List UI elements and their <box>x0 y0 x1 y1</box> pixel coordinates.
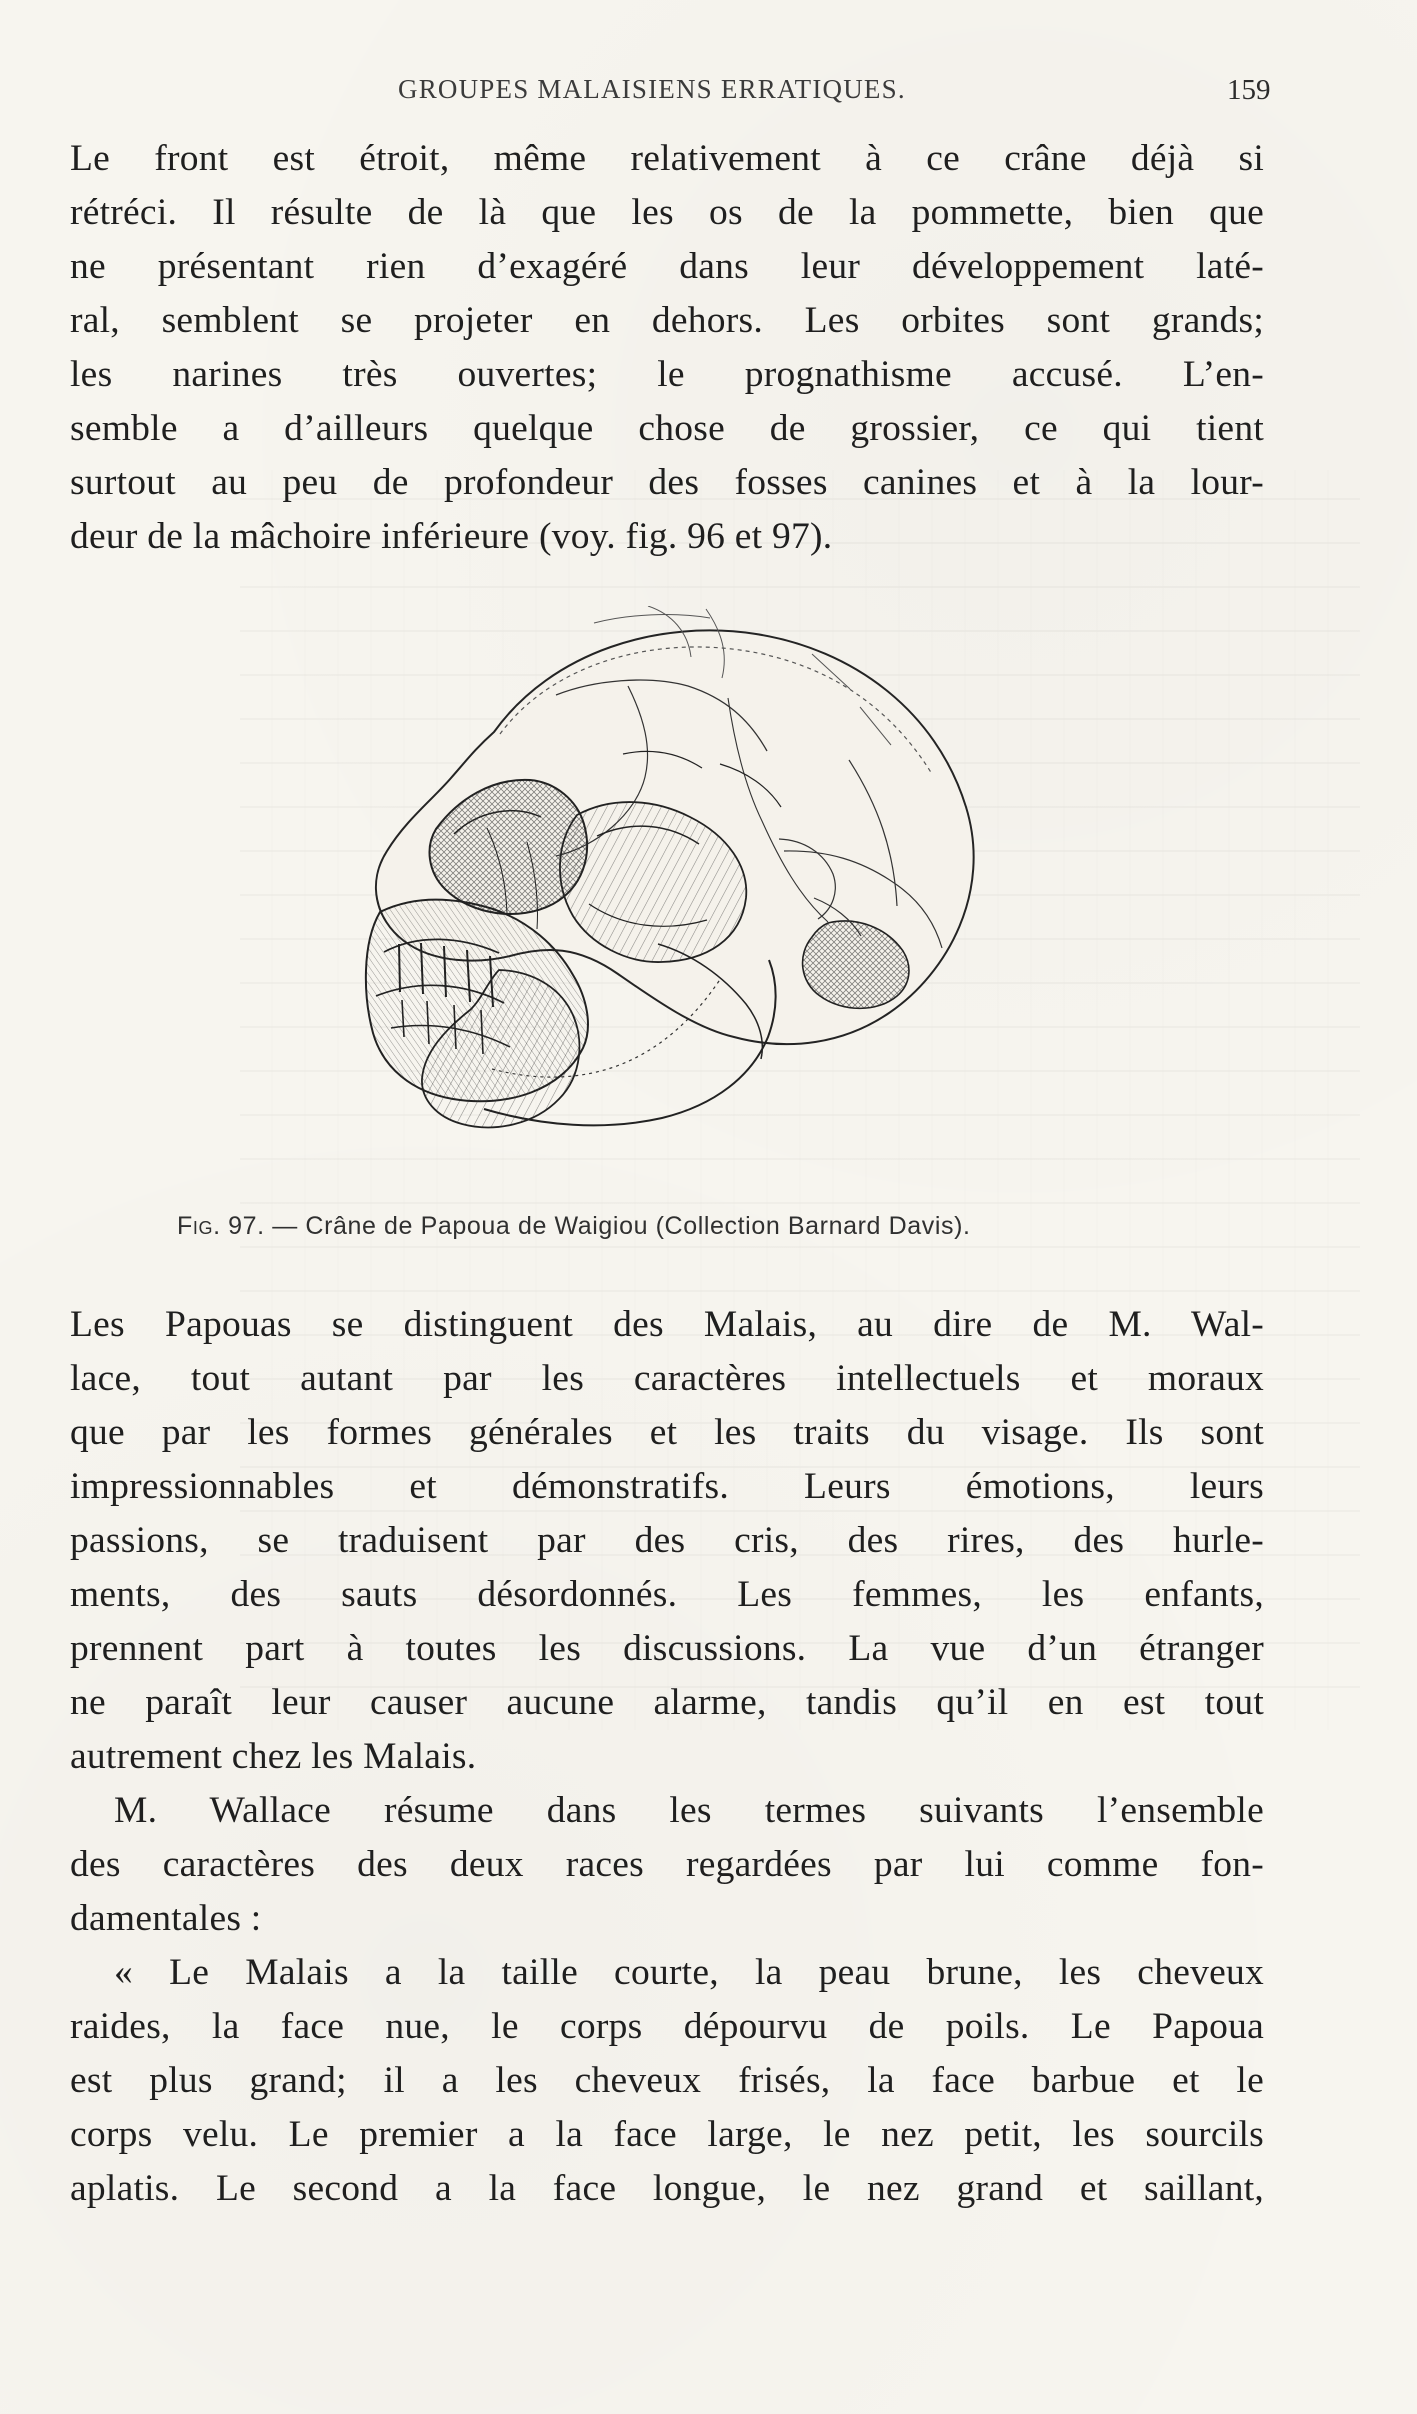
figure-label: Fig. 97. <box>177 1212 265 1240</box>
figure-caption <box>177 1212 1237 1252</box>
paragraph-line: ne présentant rien d’exagéré dans leur développement laté- <box>70 246 1264 287</box>
paragraph-line: lace, tout autant par les caractères intellectuels et moraux <box>70 1358 1264 1399</box>
paragraph-line: que par les formes générales et les traits du visage. Ils sont <box>70 1412 1264 1453</box>
paragraph-line: des caractères des deux races regardées par lui comme fon- <box>70 1844 1264 1885</box>
paragraph-line: prennent part à toutes les discussions. La vue d’un étranger <box>70 1628 1264 1669</box>
paragraph-line: damentales : <box>70 1898 262 1939</box>
paragraph-line: ral, semblent se projeter en dehors. Les orbites sont grands; <box>70 300 1264 341</box>
running-head: GROUPES MALAISIENS ERRATIQUES. <box>398 74 906 104</box>
skull-engraving-icon <box>342 606 1022 1191</box>
paragraph-line: est plus grand; il a les cheveux frisés, la face barbue et le <box>70 2060 1264 2101</box>
paragraph-line: Les Papouas se distinguent des Malais, au dire de M. Wal- <box>70 1304 1264 1345</box>
figure-caption-text: — Crâne de Papoua de Waigiou (Collection Barnard Davis). <box>272 1212 971 1240</box>
page-number: 159 <box>1227 74 1271 106</box>
paragraph-line: ments, des sauts désordonnés. Les femmes, les enfants, <box>70 1574 1264 1615</box>
paragraph-line: « Le Malais a la taille courte, la peau brune, les cheveux <box>114 1952 1264 1993</box>
paragraph-line: raides, la face nue, le corps dépourvu de poils. Le Papoua <box>70 2006 1264 2047</box>
paragraph-line: ne paraît leur causer aucune alarme, tandis qu’il en est tout <box>70 1682 1264 1723</box>
paragraph-line: rétréci. Il résulte de là que les os de la pommette, bien que <box>70 192 1264 233</box>
paragraph-line: autrement chez les Malais. <box>70 1736 477 1777</box>
paragraph-line: corps velu. Le premier a la face large, le nez petit, les sourcils <box>70 2114 1264 2155</box>
paragraph-line: surtout au peu de profondeur des fosses canines et à la lour- <box>70 462 1264 503</box>
paragraph-line: M. Wallace résume dans les termes suivants l’ensemble <box>114 1790 1264 1831</box>
paragraph-line: deur de la mâchoire inférieure (voy. fig. 96 et 97). <box>70 516 833 557</box>
paragraph-line: semble a d’ailleurs quelque chose de grossier, ce qui tient <box>70 408 1264 449</box>
paragraph-line: les narines très ouvertes; le prognathisme accusé. L’en- <box>70 354 1264 395</box>
paragraph-line: Le front est étroit, même relativement à ce crâne déjà si <box>70 138 1264 179</box>
paragraph-line: passions, se traduisent par des cris, des rires, des hurle- <box>70 1520 1264 1561</box>
paragraph-line: impressionnables et démonstratifs. Leurs émotions, leurs <box>70 1466 1264 1507</box>
paragraph-line: aplatis. Le second a la face longue, le nez grand et saillant, <box>70 2168 1264 2209</box>
